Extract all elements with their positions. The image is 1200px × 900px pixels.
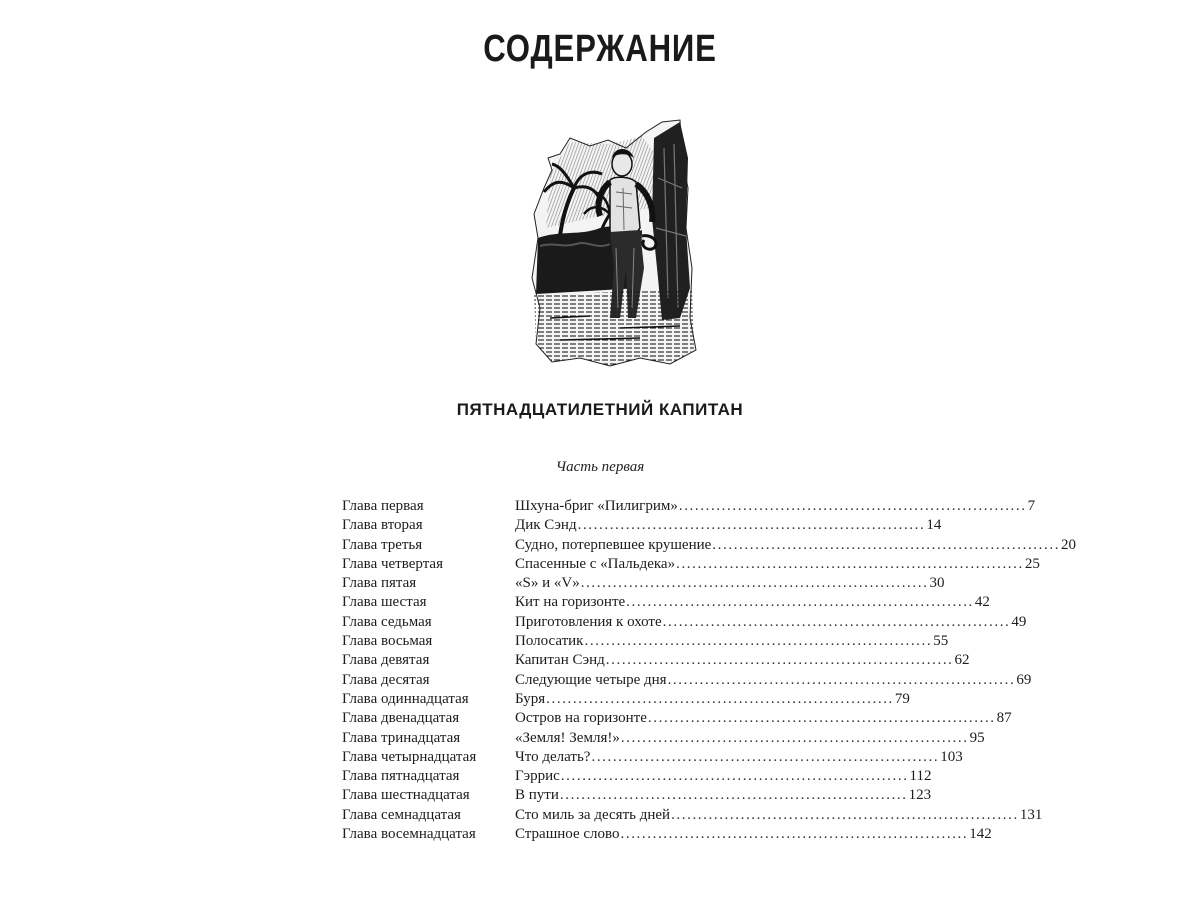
dot-leader: ................................................................. [620, 826, 969, 843]
toc-page-number: 142 [969, 826, 992, 843]
toc-page-number: 14 [926, 517, 942, 534]
toc-row [342, 574, 945, 593]
toc-title: Гэррис [515, 768, 560, 785]
toc-entry [515, 613, 1027, 632]
dot-leader: ................................................................. [712, 536, 1061, 553]
toc-title: «S» и «V» [515, 575, 580, 592]
toc-title: Полосатик [515, 633, 584, 650]
toc-page-number: 95 [969, 729, 985, 746]
toc-title: Кит на горизонте [515, 594, 626, 611]
toc-row [342, 767, 932, 786]
toc-chapter: Глава восьмая [342, 633, 433, 650]
toc-row [342, 786, 932, 805]
toc-title: Спасенные с «Пальдека» [515, 555, 676, 572]
page-title: СОДЕРЖАНИЕ [483, 28, 717, 70]
toc-title: Судно, потерпевшее крушение [515, 536, 712, 553]
toc-chapter: Глава вторая [342, 517, 423, 534]
toc-entry [515, 825, 992, 844]
toc-row [342, 651, 970, 670]
toc-page-number: 87 [996, 710, 1012, 727]
toc-entry [515, 651, 970, 670]
toc-entry [515, 786, 932, 805]
dot-leader: ................................................................. [577, 517, 926, 534]
toc-chapter: Глава одиннадцатая [342, 690, 469, 707]
toc-chapter: Глава пятая [342, 575, 417, 592]
toc-page-number: 25 [1024, 555, 1040, 572]
toc-row [342, 497, 1036, 516]
toc-page-number: 69 [1016, 671, 1032, 688]
toc-title: Следующие четыре дня [515, 671, 667, 688]
part-title: Часть первая [555, 459, 645, 475]
toc-page-number: 62 [954, 652, 970, 669]
toc-chapter: Глава седьмая [342, 613, 432, 630]
toc-row [342, 729, 985, 748]
toc-chapter: Глава десятая [342, 671, 430, 688]
toc-entry [515, 516, 942, 535]
toc-page-number: 123 [908, 787, 932, 804]
dot-leader: ................................................................. [678, 498, 1027, 514]
dot-leader: ................................................................. [662, 613, 1011, 630]
toc-chapter: Глава пятнадцатая [342, 768, 460, 785]
toc-page-number: 30 [929, 575, 945, 592]
toc-page-number: 112 [909, 768, 932, 785]
dot-leader: ................................................................. [580, 575, 929, 592]
toc-title: Приготовления к охоте [515, 613, 662, 630]
dot-leader: ................................................................. [647, 710, 996, 727]
dot-leader: ................................................................. [560, 768, 909, 785]
toc-entry [515, 690, 910, 709]
toc-entry [515, 593, 990, 612]
toc-title: Капитан Сэнд [515, 652, 605, 669]
dot-leader: ................................................................. [667, 671, 1016, 688]
toc-row [342, 806, 1043, 825]
toc-row [342, 516, 942, 535]
toc-chapter: Глава шестнадцатая [342, 787, 470, 804]
toc-chapter: Глава тринадцатая [342, 729, 461, 746]
toc-page-number: 20 [1061, 536, 1077, 553]
toc-row [342, 536, 1077, 555]
toc-chapter: Глава первая [342, 498, 424, 514]
toc-title: В пути [515, 787, 559, 804]
toc-row [342, 555, 1040, 574]
toc-title: Что делать? [515, 748, 591, 765]
dot-leader: ................................................................. [559, 787, 908, 804]
toc-row [342, 671, 1032, 690]
dot-leader: ................................................................. [591, 748, 940, 765]
toc-row [342, 690, 910, 709]
toc-row [342, 613, 1027, 632]
dot-leader: ................................................................. [605, 652, 954, 669]
toc-chapter: Глава шестая [342, 594, 427, 611]
toc-page-number: 55 [933, 633, 949, 650]
toc-title: Дик Сэнд [515, 517, 577, 534]
toc-entry [515, 729, 985, 748]
toc-entry [515, 536, 1077, 555]
toc-chapter: Глава двенадцатая [342, 710, 460, 727]
dot-leader: ................................................................. [671, 806, 1019, 823]
toc-entry [515, 574, 945, 593]
toc-title: Сто миль за десять дней [515, 806, 671, 823]
book-title: ПЯТНАДЦАТИЛЕТНИЙ КАПИТАН [456, 400, 744, 419]
toc-chapter: Глава девятая [342, 652, 430, 669]
toc-chapter: Глава семнадцатая [342, 806, 461, 823]
toc-row [342, 632, 949, 651]
toc-title: Остров на горизонте [515, 710, 647, 727]
toc-title: Буря [515, 690, 546, 707]
illustration-image [530, 118, 698, 368]
toc-entry [515, 632, 949, 651]
toc-row [342, 748, 963, 767]
toc-row [342, 593, 990, 612]
toc-entry [515, 671, 1032, 690]
toc-page-number: 79 [894, 690, 910, 707]
toc-chapter: Глава четвертая [342, 555, 443, 572]
toc-entry [515, 497, 1036, 516]
toc-row [342, 825, 992, 844]
toc-chapter: Глава четырнадцатая [342, 748, 477, 765]
toc-page-number: 49 [1011, 613, 1027, 630]
dot-leader: ................................................................. [626, 594, 974, 611]
toc-page-number: 103 [940, 748, 963, 765]
toc-entry [515, 748, 963, 767]
toc-title: Шхуна-бриг «Пилигрим» [515, 498, 678, 514]
dot-leader: ................................................................. [620, 729, 969, 746]
toc-title: «Земля! Земля!» [515, 729, 620, 746]
toc-entry [515, 767, 932, 786]
toc-chapter: Глава третья [342, 536, 423, 553]
table-of-contents [342, 497, 1077, 844]
toc-page-number: 131 [1019, 806, 1043, 823]
dot-leader: ................................................................. [676, 555, 1024, 572]
toc-title: Страшное слово [515, 826, 620, 843]
engraving-boy-on-shore [530, 118, 698, 368]
toc-entry [515, 709, 1012, 728]
toc-row [342, 709, 1012, 728]
dot-leader: ................................................................. [584, 633, 933, 650]
dot-leader: ................................................................. [546, 690, 894, 707]
toc-entry [515, 806, 1043, 825]
toc-page-number: 7 [1027, 498, 1036, 514]
toc-page-number: 42 [974, 594, 990, 611]
toc-chapter: Глава восемнадцатая [342, 826, 476, 843]
toc-entry [515, 555, 1040, 574]
